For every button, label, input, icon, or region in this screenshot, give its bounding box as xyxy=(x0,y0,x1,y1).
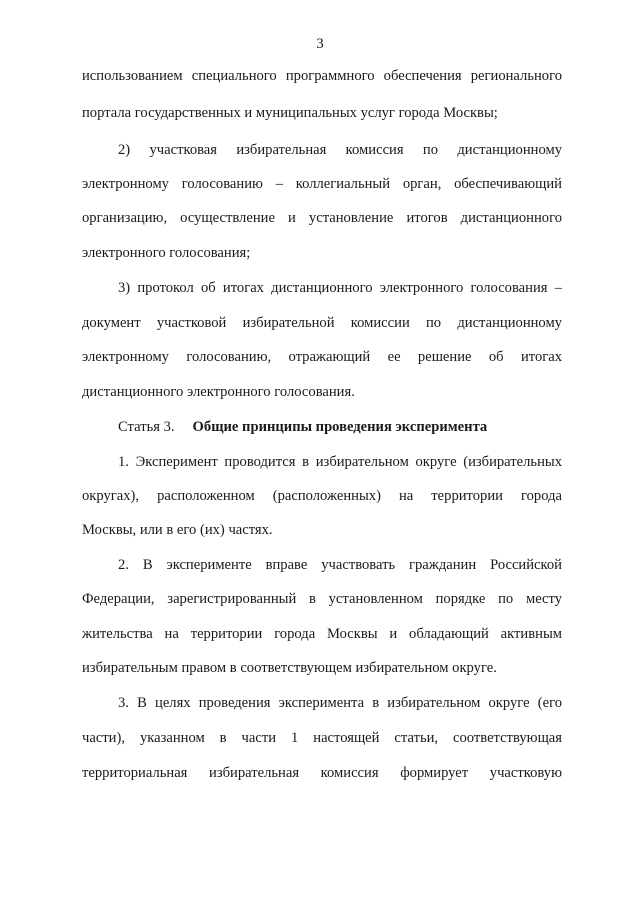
text-line: 2) участковая избирательная комиссия по дистанционному xyxy=(118,142,562,158)
text-line: использованием специального программного обеспечения регионального xyxy=(82,68,562,84)
article-label: Статья 3. xyxy=(118,419,175,435)
text-line: электронного голосования; xyxy=(82,245,251,261)
text-line: организацию, осуществление и установление итогов дистанционного xyxy=(82,210,562,226)
text-line: 1. Эксперимент проводится в избирательном округе (избирательных xyxy=(118,454,562,470)
text-line: 2. В эксперименте вправе участвовать гражданин Российской xyxy=(118,557,562,573)
text-line: 3) протокол об итогах дистанционного электронного голосования – xyxy=(118,280,562,296)
text-line: округах), расположенном (расположенных) на территории города xyxy=(82,488,562,504)
text-line: 3. В целях проведения эксперимента в избирательном округе (его xyxy=(118,695,562,711)
article-heading xyxy=(118,418,562,436)
text-line: электронному голосованию – коллегиальный орган, обеспечивающий xyxy=(82,176,562,192)
text-line: Москвы, или в его (их) частях. xyxy=(82,522,273,538)
text-line: территориальная избирательная комиссия формирует участковую xyxy=(82,765,562,781)
text-line: портала государственных и муниципальных услуг города Москвы; xyxy=(82,105,498,121)
text-line: Федерации, зарегистрированный в установленном порядке по месту xyxy=(82,591,562,607)
article-title: Общие принципы проведения эксперимента xyxy=(192,419,488,435)
text-line: избирательным правом в соответствующем избирательном округе. xyxy=(82,660,497,676)
text-line: электронному голосованию, отражающий ее решение об итогах xyxy=(82,349,562,365)
page-number: 3 xyxy=(316,36,324,52)
text-line: части), указанном в части 1 настоящей статьи, соответствующая xyxy=(82,730,562,746)
text-line: жительства на территории города Москвы и обладающий активным xyxy=(82,626,562,642)
text-line: дистанционного электронного голосования. xyxy=(82,384,355,400)
text-line: документ участковой избирательной комиссии по дистанционному xyxy=(82,315,562,331)
